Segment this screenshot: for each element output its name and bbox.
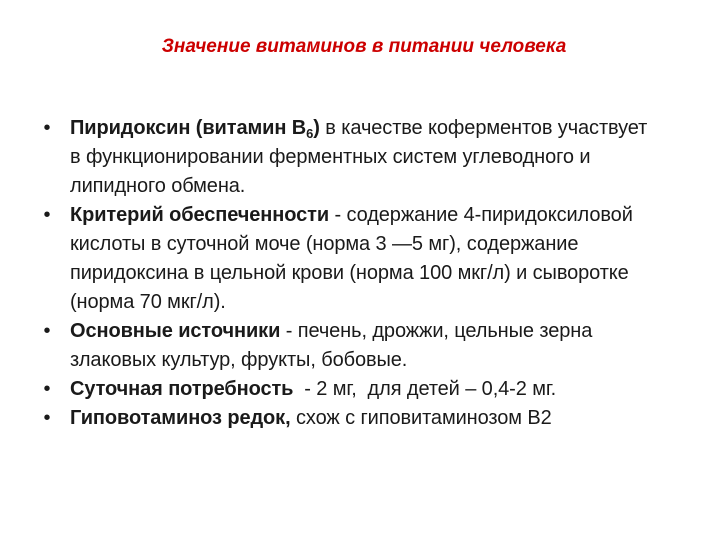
bullet-term: Суточная потребность [70, 378, 294, 400]
bullet-icon: • [43, 204, 51, 226]
bullet-list [40, 114, 660, 433]
bullet-icon: • [43, 407, 51, 429]
bullet-text: - печень, дрожжи, цельные зерна злаковых культур, фрукты, бобовые. [70, 320, 593, 371]
bullet-item-pyridoxine [40, 114, 660, 201]
bullet-term: Пиридоксин [70, 117, 191, 139]
bullet-term-vitamin: (витамин В [190, 117, 307, 139]
bullet-icon: • [43, 320, 51, 342]
bullet-term-close: ) [313, 117, 320, 139]
bullet-icon: • [43, 117, 51, 139]
bullet-term: Критерий обеспеченности [70, 204, 330, 226]
bullet-text: - 2 мг, для детей – 0,4-2 мг. [293, 378, 557, 400]
bullet-item-sources [40, 317, 660, 375]
bullet-term: Гиповотаминоз редок, [70, 407, 291, 429]
bullet-item-daily-need [40, 375, 660, 404]
bullet-text: схож с гиповитаминозом В2 [290, 407, 552, 429]
slide-title: Значение витаминов в питании человека [161, 36, 567, 57]
bullet-text: - содержание 4-пиридоксиловой кислоты в суточной моче (норма 3 —5 мг), содержание пиридоксина в цельной крови (норма 100 мкг/л) и сыворотке (норма 70 мкг/л). [70, 204, 633, 313]
bullet-term-subscript: 6 [306, 126, 314, 141]
bullet-text: в качестве коферментов участвует в функционировании ферментных систем углеводного и липидного обмена. [70, 117, 648, 197]
bullet-icon: • [43, 378, 51, 400]
bullet-item-hypovitaminosis [40, 404, 660, 433]
bullet-term: Основные источники [70, 320, 281, 342]
bullet-item-criterion [40, 201, 660, 317]
